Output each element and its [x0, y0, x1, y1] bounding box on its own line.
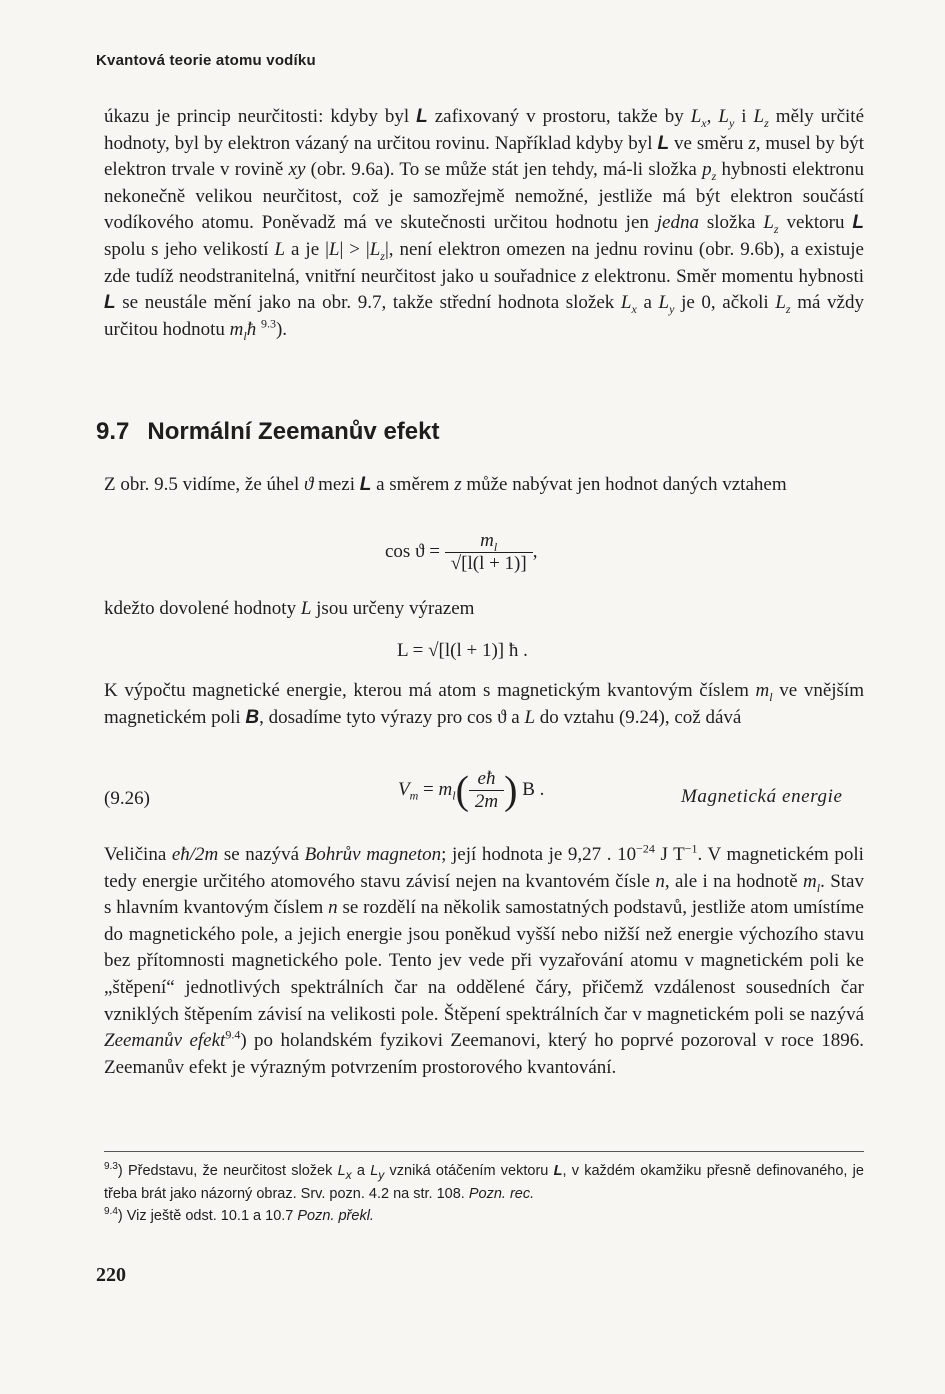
running-title: Kvantová teorie atomu vodíku: [96, 52, 316, 69]
section-number: 9.7: [96, 418, 130, 445]
paragraph-magnetic-energy: K výpočtu magnetické energie, kterou má atom s magnetickým kvantovým číslem $m_l$ ve vnějším magnetickém poli B, dosadíme tyto výrazy pro cos ϑ a L do vztahu (9.24), což dává: [104, 680, 864, 728]
section-title: Normální Zeemanův efekt: [147, 418, 440, 445]
section-heading: [96, 418, 439, 446]
footnote-9-4: $^{9.4}$) Viz ještě odst. 10.1 a 10.7 Pozn. překl.: [104, 1206, 374, 1224]
footnote-divider: [104, 1151, 864, 1152]
equation-cos-theta: cos ϑ = $\frac{m_l}{√[l(l + 1)]}$ ,: [385, 530, 538, 574]
footnote-9-3: $^{9.3}$) Představu, že neurčitost složek $L_x$ a $L_y$ vzniká otáčením vektoru L, v každém okamžiku přesně definovaného, je třeba brát jako názorný obraz. Srv. pozn. 4.2 na str. 108. Pozn. rec.: [104, 1161, 864, 1202]
paragraph-zeeman: Veličina eħ/2m se nazývá Bohrův magneton; její hodnota je 9,27 . $10^{-24}$ J $T^{-1}$. V magnetickém poli tedy energie určitého atomového stavu závisí nejen na kvantovém čísle n, ale i na hodnotě $m_l$. Stav s hlavním kvantovým číslem n se rozdělí na několik samostatných podstavů, jestliže atom umístíme do magnetického pole, a jejich energie jsou poněkud vyšší nebo nižší než energie výchozího stavu bez přítomnosti magnetického pole. Tento jev vede při vyzařování atomu v magnetickém poli ke „štěpení“ jednotlivých spektrálních čar na oddělené čáry, přičemž vzdálenost sousedních čar vzniklých štěpením závisí na velikosti pole. Štěpení spektrálních čar v magnetickém poli se nazývá Zeemanův efekt$^{9.4}$) po holandském fyzikovi Zeemanovi, který ho poprvé pozoroval v roce 1896. Zeemanův efekt je výrazným potvrzením prostorového kvantování.: [104, 841, 865, 1078]
paragraph-allowed-values: kdežto dovolené hodnoty L jsou určeny výrazem: [104, 598, 475, 619]
footnotes: [104, 1160, 864, 1228]
page-number: 220: [96, 1264, 126, 1286]
paragraph-uncertainty: úkazu je princip neurčitosti: kdyby byl L zafixovaný v prostoru, takže by $L_x$, $L_y$ i $L_z$ měly určité hodnoty, byl by elektron vázaný na určitou rovinu. Například kdyby byl L ve směru z, musel by být elektron trvale v rovině xy (obr. 9.6a). To se může stát jen tehdy, má-li složka $p_z$ hybnosti elektronu nekonečně velikou neurčitost, což je samozřejmě nemožné, jestliže má být elektron součástí vodíkového atomu. Poněvadž má ve skutečnosti určitou hodnotu jen jedna složka $L_z$ vektoru L spolu s jeho velikostí L a je $|L| > |L_z|$, není elektron omezen na jednu rovinu (obr. 9.6b), a existuje zde tudíž neodstranitelná, vnitřní neurčitost jako u souřadnice z elektronu. Směr momentu hybnosti L se neustále mění jako na obr. 9.7, takže střední hodnota složek $L_x$ a $L_y$ je 0, ačkoli $L_z$ má vždy určitou hodnotu $m_lħ$ $^{9.3}$).: [104, 106, 865, 343]
equation-number: (9.26): [104, 788, 150, 809]
vector-L: L: [416, 106, 428, 127]
footnote-ref-9-4: 9.4: [225, 1027, 241, 1042]
equation-angular-momentum: L = √[l(l + 1)] ħ .: [397, 640, 528, 661]
equation-magnetic-energy: $V_m = m_l$( $\frac{eħ}{2m}$ ) B .: [398, 767, 545, 813]
equation-label: Magnetická energie: [681, 786, 843, 807]
footnote-ref-9-3: 9.3: [260, 316, 276, 331]
fraction: $\frac{m_l}{√[l(l + 1)]}$: [445, 530, 533, 575]
paragraph-angle: Z obr. 9.5 vidíme, že úhel ϑ mezi L a směrem z může nabývat jen hodnot daných vztahem: [104, 474, 787, 495]
